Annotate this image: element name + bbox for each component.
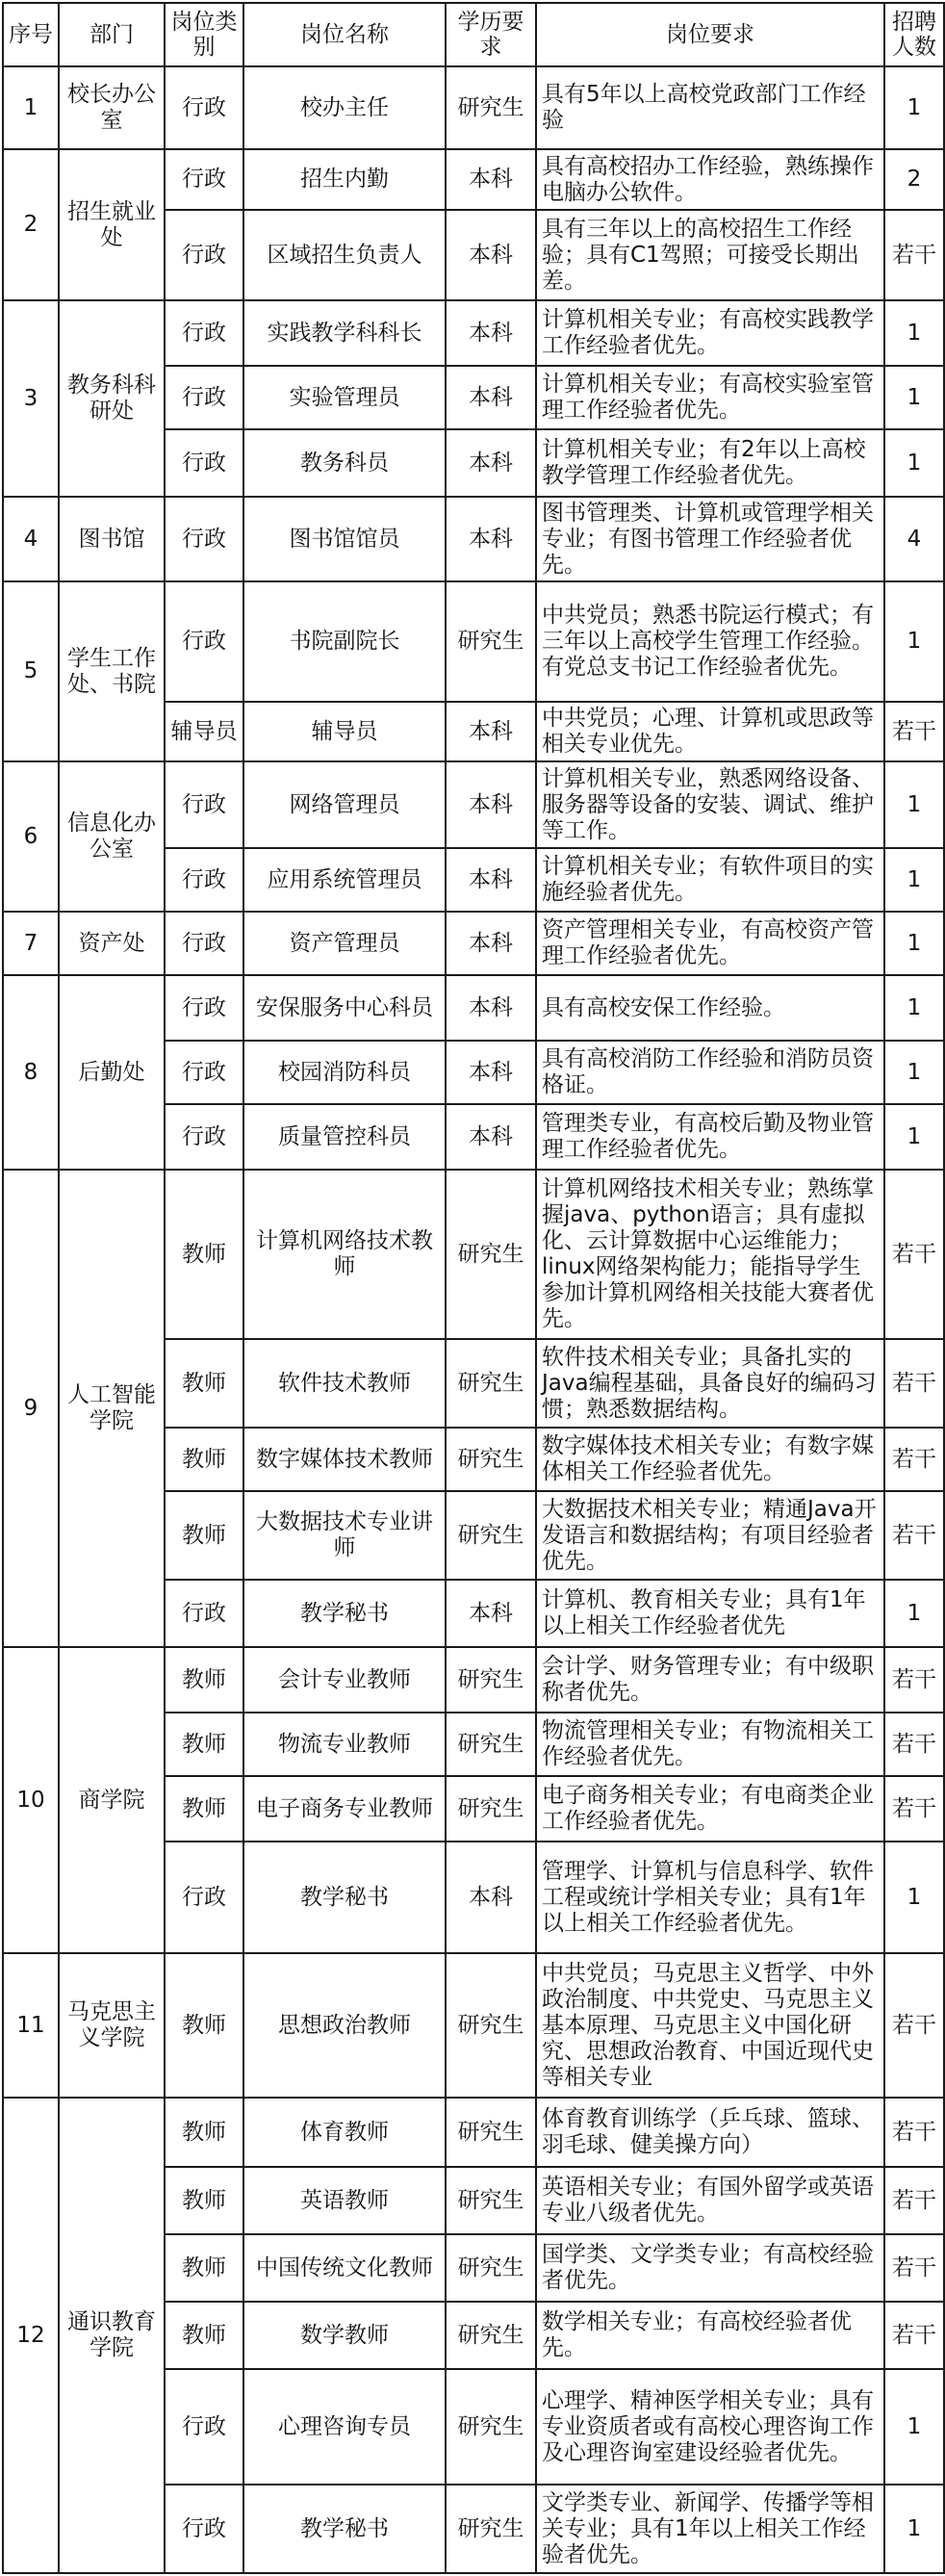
position-name: 心理咨询专员 xyxy=(243,2369,446,2485)
hire-count: 若干 xyxy=(884,2234,944,2302)
position-requirements: 管理类专业，有高校后勤及物业管理工作经验者优先。 xyxy=(536,1104,884,1170)
position-requirements: 数字媒体技术相关专业；有数字媒体相关工作经验者优先。 xyxy=(536,1428,884,1491)
position-requirements: 计算机相关专业；有高校实验室管理工作经验者优先。 xyxy=(536,366,884,429)
hire-count: 若干 xyxy=(884,1647,944,1713)
hire-count: 4 xyxy=(884,497,944,581)
hire-count: 若干 xyxy=(884,2167,944,2234)
education-requirement: 研究生 xyxy=(446,2098,536,2167)
education-requirement: 本科 xyxy=(446,975,536,1041)
hire-count: 1 xyxy=(884,1580,944,1647)
position-requirements: 心理学、精神医学相关专业；具有专业资质者或有高校心理咨询工作及心理咨询室建设经验者优先。 xyxy=(536,2369,884,2485)
position-category: 行政 xyxy=(165,2369,243,2485)
position-name: 校办主任 xyxy=(243,66,446,149)
education-requirement: 本科 xyxy=(446,1104,536,1170)
education-requirement: 本科 xyxy=(446,149,536,210)
hire-count: 1 xyxy=(884,912,944,975)
position-requirements: 中共党员；马克思主义哲学、中外政治制度、中共党史、马克思主义基本原理、马克思主义中国化研究、思想政治教育、中国近现代史等相关专业 xyxy=(536,1953,884,2098)
position-name: 教学秘书 xyxy=(243,1842,446,1953)
hire-count: 若干 xyxy=(884,1428,944,1491)
hire-count: 1 xyxy=(884,761,944,848)
education-requirement: 研究生 xyxy=(446,66,536,149)
position-category: 教师 xyxy=(165,1339,243,1428)
table-row xyxy=(3,761,944,848)
position-name: 实践教学科科长 xyxy=(243,300,446,366)
hire-count: 1 xyxy=(884,300,944,366)
department-name: 校长办公室 xyxy=(59,66,165,149)
department-name: 信息化办公室 xyxy=(59,761,165,912)
position-category: 辅导员 xyxy=(165,702,243,761)
header-row xyxy=(3,3,944,66)
position-category: 行政 xyxy=(165,366,243,429)
header-education: 学历要求 xyxy=(446,3,536,66)
education-requirement: 研究生 xyxy=(446,2167,536,2234)
row-number: 6 xyxy=(3,761,59,912)
hire-count: 若干 xyxy=(884,2302,944,2369)
position-name: 教学秘书 xyxy=(243,1580,446,1647)
position-requirements: 计算机、教育相关专业；具有1年以上相关工作经验者优先 xyxy=(536,1580,884,1647)
row-number: 4 xyxy=(3,497,59,581)
position-requirements: 具有三年以上的高校招生工作经验；具有C1驾照；可接受长期出差。 xyxy=(536,210,884,300)
position-requirements: 资产管理相关专业，有高校资产管理工作经验者优先。 xyxy=(536,912,884,975)
education-requirement: 本科 xyxy=(446,210,536,300)
education-requirement: 研究生 xyxy=(446,1776,536,1842)
position-category: 行政 xyxy=(165,975,243,1041)
position-name: 教务科员 xyxy=(243,429,446,497)
position-category: 教师 xyxy=(165,1953,243,2098)
position-name: 图书馆馆员 xyxy=(243,497,446,581)
position-name: 计算机网络技术教师 xyxy=(243,1170,446,1339)
department-name: 后勤处 xyxy=(59,975,165,1170)
table-row xyxy=(3,975,944,1041)
row-number: 12 xyxy=(3,2098,59,2573)
education-requirement: 研究生 xyxy=(446,1491,536,1580)
position-category: 教师 xyxy=(165,1776,243,1842)
position-name: 大数据技术专业讲师 xyxy=(243,1491,446,1580)
hire-count: 1 xyxy=(884,848,944,912)
row-number: 7 xyxy=(3,912,59,975)
position-name: 数字媒体技术教师 xyxy=(243,1428,446,1491)
hire-count: 若干 xyxy=(884,702,944,761)
education-requirement: 研究生 xyxy=(446,1170,536,1339)
position-category: 行政 xyxy=(165,1842,243,1953)
position-requirements: 具有高校招办工作经验，熟练操作电脑办公软件。 xyxy=(536,149,884,210)
table-row xyxy=(3,300,944,366)
hire-count: 1 xyxy=(884,2485,944,2573)
row-number: 5 xyxy=(3,581,59,761)
hire-count: 1 xyxy=(884,975,944,1041)
position-category: 教师 xyxy=(165,1647,243,1713)
hire-count: 若干 xyxy=(884,1776,944,1842)
position-category: 行政 xyxy=(165,1580,243,1647)
job-table-container xyxy=(2,2,945,2574)
department-name: 马克思主义学院 xyxy=(59,1953,165,2098)
education-requirement: 本科 xyxy=(446,1041,536,1104)
position-name: 电子商务专业教师 xyxy=(243,1776,446,1842)
hire-count: 若干 xyxy=(884,1170,944,1339)
hire-count: 若干 xyxy=(884,2098,944,2167)
position-requirements: 计算机网络技术相关专业；熟练掌握java、python语言；具有虚拟化、云计算数据中心运维能力；linux网络架构能力；能指导学生参加计算机网络相关技能大赛者优先。 xyxy=(536,1170,884,1339)
position-name: 实验管理员 xyxy=(243,366,446,429)
table-row xyxy=(3,66,944,149)
table-body xyxy=(3,66,944,2573)
position-category: 行政 xyxy=(165,581,243,702)
table-row xyxy=(3,2098,944,2167)
header-no: 序号 xyxy=(3,3,59,66)
hire-count: 若干 xyxy=(884,210,944,300)
hire-count: 1 xyxy=(884,1104,944,1170)
position-category: 行政 xyxy=(165,761,243,848)
position-name: 英语教师 xyxy=(243,2167,446,2234)
position-requirements: 具有高校安保工作经验。 xyxy=(536,975,884,1041)
position-name: 网络管理员 xyxy=(243,761,446,848)
education-requirement: 研究生 xyxy=(446,2302,536,2369)
header-position: 岗位名称 xyxy=(243,3,446,66)
education-requirement: 研究生 xyxy=(446,1713,536,1776)
position-category: 行政 xyxy=(165,149,243,210)
position-name: 资产管理员 xyxy=(243,912,446,975)
position-category: 行政 xyxy=(165,2485,243,2573)
position-requirements: 软件技术相关专业；具备扎实的Java编程基础，具备良好的编码习惯；熟悉数据结构。 xyxy=(536,1339,884,1428)
hire-count: 1 xyxy=(884,581,944,702)
row-number: 11 xyxy=(3,1953,59,2098)
position-name: 质量管控科员 xyxy=(243,1104,446,1170)
hire-count: 若干 xyxy=(884,1339,944,1428)
position-name: 书院副院长 xyxy=(243,581,446,702)
position-category: 教师 xyxy=(165,2302,243,2369)
hire-count: 2 xyxy=(884,149,944,210)
hire-count: 1 xyxy=(884,1842,944,1953)
header-requirements: 岗位要求 xyxy=(536,3,884,66)
position-name: 区域招生负责人 xyxy=(243,210,446,300)
position-requirements: 英语相关专业；有国外留学或英语专业八级者优先。 xyxy=(536,2167,884,2234)
header-category: 岗位类别 xyxy=(165,3,243,66)
position-name: 教学秘书 xyxy=(243,2485,446,2573)
department-name: 通识教育学院 xyxy=(59,2098,165,2573)
position-name: 数学教师 xyxy=(243,2302,446,2369)
table-row xyxy=(3,149,944,210)
education-requirement: 本科 xyxy=(446,366,536,429)
department-name: 教务科科研处 xyxy=(59,300,165,497)
position-requirements: 电子商务相关专业；有电商类企业工作经验者优先。 xyxy=(536,1776,884,1842)
position-category: 行政 xyxy=(165,300,243,366)
position-requirements: 中共党员；心理、计算机或思政等相关专业优先。 xyxy=(536,702,884,761)
education-requirement: 研究生 xyxy=(446,581,536,702)
hire-count: 若干 xyxy=(884,1491,944,1580)
row-number: 10 xyxy=(3,1647,59,1953)
hire-count: 1 xyxy=(884,366,944,429)
position-category: 行政 xyxy=(165,210,243,300)
position-requirements: 计算机相关专业；有高校实践教学工作经验者优先。 xyxy=(536,300,884,366)
table-row xyxy=(3,1647,944,1713)
education-requirement: 研究生 xyxy=(446,2369,536,2485)
position-name: 中国传统文化教师 xyxy=(243,2234,446,2302)
education-requirement: 研究生 xyxy=(446,1953,536,2098)
table-row xyxy=(3,1170,944,1339)
position-category: 教师 xyxy=(165,1713,243,1776)
position-name: 会计专业教师 xyxy=(243,1647,446,1713)
job-recruitment-table xyxy=(2,2,945,2574)
position-name: 安保服务中心科员 xyxy=(243,975,446,1041)
position-category: 行政 xyxy=(165,429,243,497)
position-category: 教师 xyxy=(165,1170,243,1339)
position-category: 行政 xyxy=(165,1104,243,1170)
education-requirement: 研究生 xyxy=(446,1339,536,1428)
position-name: 思想政治教师 xyxy=(243,1953,446,2098)
position-requirements: 计算机相关专业；有软件项目的实施经验者优先。 xyxy=(536,848,884,912)
education-requirement: 本科 xyxy=(446,702,536,761)
position-requirements: 图书管理类、计算机或管理学相关专业；有图书管理工作经验者优先。 xyxy=(536,497,884,581)
education-requirement: 本科 xyxy=(446,300,536,366)
hire-count: 若干 xyxy=(884,1713,944,1776)
position-requirements: 国学类、文学类专业；有高校经验者优先。 xyxy=(536,2234,884,2302)
position-name: 物流专业教师 xyxy=(243,1713,446,1776)
position-name: 软件技术教师 xyxy=(243,1339,446,1428)
row-number: 2 xyxy=(3,149,59,300)
department-name: 商学院 xyxy=(59,1647,165,1953)
position-requirements: 物流管理相关专业；有物流相关工作经验者优先。 xyxy=(536,1713,884,1776)
row-number: 9 xyxy=(3,1170,59,1647)
position-requirements: 管理学、计算机与信息科学、软件工程或统计学相关专业；具有1年以上相关工作经验者优先。 xyxy=(536,1842,884,1953)
position-category: 教师 xyxy=(165,2098,243,2167)
row-number: 8 xyxy=(3,975,59,1170)
department-name: 图书馆 xyxy=(59,497,165,581)
position-requirements: 会计学、财务管理专业；有中级职称者优先。 xyxy=(536,1647,884,1713)
education-requirement: 研究生 xyxy=(446,1428,536,1491)
row-number: 3 xyxy=(3,300,59,497)
department-name: 学生工作处、书院 xyxy=(59,581,165,761)
position-category: 行政 xyxy=(165,912,243,975)
position-category: 教师 xyxy=(165,2234,243,2302)
position-requirements: 计算机相关专业，熟悉网络设备、服务器等设备的安装、调试、维护等工作。 xyxy=(536,761,884,848)
position-name: 招生内勤 xyxy=(243,149,446,210)
position-requirements: 中共党员；熟悉书院运行模式；有三年以上高校学生管理工作经验。有党总支书记工作经验者优先。 xyxy=(536,581,884,702)
department-name: 招生就业处 xyxy=(59,149,165,300)
header-count: 招聘人数 xyxy=(884,3,944,66)
position-name: 应用系统管理员 xyxy=(243,848,446,912)
education-requirement: 研究生 xyxy=(446,1647,536,1713)
position-category: 教师 xyxy=(165,1428,243,1491)
department-name: 人工智能学院 xyxy=(59,1170,165,1647)
education-requirement: 研究生 xyxy=(446,2234,536,2302)
table-row xyxy=(3,581,944,702)
hire-count: 1 xyxy=(884,1041,944,1104)
hire-count: 1 xyxy=(884,66,944,149)
position-requirements: 具有5年以上高校党政部门工作经验 xyxy=(536,66,884,149)
education-requirement: 本科 xyxy=(446,912,536,975)
hire-count: 1 xyxy=(884,2369,944,2485)
position-name: 辅导员 xyxy=(243,702,446,761)
header-dept: 部门 xyxy=(59,3,165,66)
position-category: 教师 xyxy=(165,1491,243,1580)
education-requirement: 本科 xyxy=(446,497,536,581)
department-name: 资产处 xyxy=(59,912,165,975)
position-requirements: 数学相关专业；有高校经验者优先。 xyxy=(536,2302,884,2369)
education-requirement: 本科 xyxy=(446,429,536,497)
education-requirement: 本科 xyxy=(446,1580,536,1647)
position-requirements: 具有高校消防工作经验和消防员资格证。 xyxy=(536,1041,884,1104)
position-requirements: 文学类专业、新闻学、传播学等相关专业；具有1年以上相关工作经验者优先。 xyxy=(536,2485,884,2573)
position-category: 行政 xyxy=(165,1041,243,1104)
position-requirements: 大数据技术相关专业；精通Java开发语言和数据结构；有项目经验者优先。 xyxy=(536,1491,884,1580)
position-requirements: 体育教育训练学（乒乓球、篮球、羽毛球、健美操方向） xyxy=(536,2098,884,2167)
education-requirement: 研究生 xyxy=(446,2485,536,2573)
row-number: 1 xyxy=(3,66,59,149)
position-name: 体育教师 xyxy=(243,2098,446,2167)
position-category: 行政 xyxy=(165,497,243,581)
hire-count: 若干 xyxy=(884,1953,944,2098)
table-row xyxy=(3,497,944,581)
education-requirement: 本科 xyxy=(446,848,536,912)
education-requirement: 本科 xyxy=(446,1842,536,1953)
position-category: 行政 xyxy=(165,848,243,912)
position-category: 教师 xyxy=(165,2167,243,2234)
position-name: 校园消防科员 xyxy=(243,1041,446,1104)
position-category: 行政 xyxy=(165,66,243,149)
hire-count: 1 xyxy=(884,429,944,497)
position-requirements: 计算机相关专业；有2年以上高校教学管理工作经验者优先。 xyxy=(536,429,884,497)
table-row xyxy=(3,1953,944,2098)
education-requirement: 本科 xyxy=(446,761,536,848)
table-row xyxy=(3,912,944,975)
